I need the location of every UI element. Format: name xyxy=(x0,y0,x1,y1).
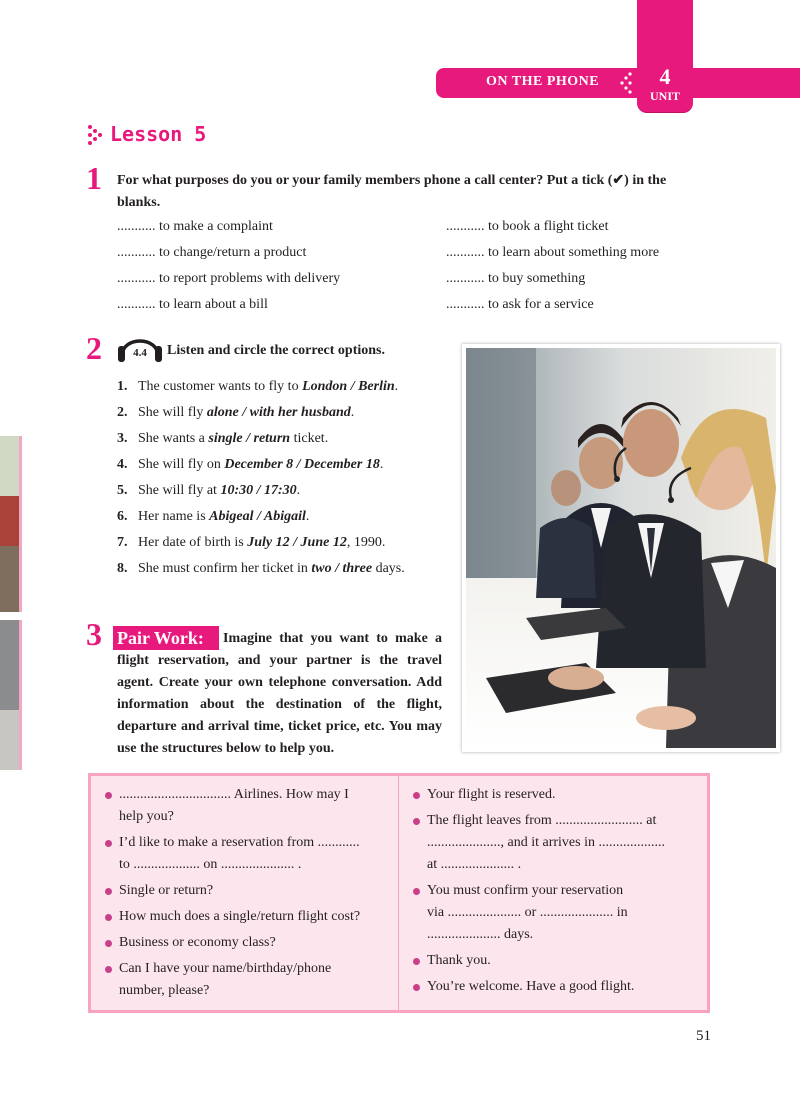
structure-line: You must confirm your reservation xyxy=(427,883,624,898)
edge-photo xyxy=(0,620,22,770)
structure-line: You’re welcome. Have a good flight. xyxy=(427,979,635,994)
exercise-number-1: 1 xyxy=(86,160,102,196)
item-number: 5. xyxy=(117,483,128,498)
box-divider xyxy=(398,776,399,1010)
option-item: ........... to learn about a bill xyxy=(117,297,268,312)
item-number: 4. xyxy=(117,457,128,472)
item-number: 7. xyxy=(117,535,128,550)
question-item xyxy=(117,404,354,422)
item-text: ticket. xyxy=(290,431,329,446)
structure-line: to ................... on ..................... . xyxy=(119,857,302,872)
lesson-title: Lesson 5 xyxy=(110,122,207,146)
question-item xyxy=(117,456,383,474)
circle-options[interactable]: Abigeal / Abigail xyxy=(209,509,306,524)
item-text: days. xyxy=(372,561,405,576)
page-number: 51 xyxy=(696,1028,711,1044)
item-number: 3. xyxy=(117,431,128,446)
option-item: ........... to report problems with delivery xyxy=(117,271,341,286)
bullet-icon xyxy=(413,818,420,825)
circle-options[interactable]: single / return xyxy=(208,431,291,446)
item-text: Her name is xyxy=(138,509,210,524)
option-item: ........... to make a complaint xyxy=(117,219,273,234)
question-item xyxy=(117,482,300,500)
item-text: She must confirm her ticket in xyxy=(138,561,312,576)
option-item: ........... to change/return a product xyxy=(117,245,307,260)
structure-line: Single or return? xyxy=(119,883,214,898)
item-text: . xyxy=(305,509,310,524)
bullet-icon xyxy=(105,840,112,847)
item-text: She will fly at xyxy=(138,483,221,498)
instruction-line: For what purposes do you or your family members phone a call center? Put a tick (✔) in the xyxy=(117,173,667,188)
circle-options[interactable]: two / three xyxy=(311,561,373,576)
option-item: ........... to ask for a service xyxy=(446,297,594,312)
bullet-icon xyxy=(105,792,112,799)
item-number: 2. xyxy=(117,405,128,420)
structure-line: ....................., and it arrives in ................... xyxy=(427,835,665,850)
structure-line: at ..................... . xyxy=(427,857,522,872)
structure-line: Thank you. xyxy=(427,953,491,968)
item-number: 8. xyxy=(117,561,128,576)
track-number: 4.4 xyxy=(133,347,147,359)
item-number: 1. xyxy=(117,379,128,394)
item-text: , 1990. xyxy=(346,535,386,550)
item-text: She will fly xyxy=(138,405,207,420)
structure-line: via ..................... or ..................... in xyxy=(427,905,628,920)
structure-line: ................................ Airlines. How may I xyxy=(119,787,349,802)
circle-options[interactable]: alone / with her husband xyxy=(206,405,351,420)
instruction-line: blanks. xyxy=(117,195,161,210)
circle-options[interactable]: December 8 / December 18 xyxy=(224,457,380,472)
question-item xyxy=(117,560,405,578)
exercise-number-3: 3 xyxy=(86,616,102,652)
option-item: ........... to buy something xyxy=(446,271,586,286)
dots-arrow-icon xyxy=(86,124,106,146)
call-center-photo xyxy=(462,344,780,752)
unit-label: UNIT xyxy=(649,89,680,103)
headphones-icon[interactable] xyxy=(117,328,163,364)
pair-work-label: Pair Work: xyxy=(113,626,219,650)
question-item xyxy=(117,508,309,526)
circle-options[interactable]: July 12 / June 12 xyxy=(247,535,347,550)
item-text: . xyxy=(350,405,355,420)
structure-line: Your flight is reserved. xyxy=(427,787,556,802)
unit-number: 4 xyxy=(659,64,671,89)
item-text: . xyxy=(379,457,384,472)
structure-line: Can I have your name/birthday/phone xyxy=(119,961,332,976)
structure-line: The flight leaves from ......................... at xyxy=(427,813,657,828)
unit-title: ON THE PHONE xyxy=(486,74,600,89)
structure-line: help you? xyxy=(119,809,174,824)
bullet-icon xyxy=(413,888,420,895)
option-item: ........... to book a flight ticket xyxy=(446,219,609,234)
item-text: Her date of birth is xyxy=(138,535,248,550)
exercise-number-2: 2 xyxy=(86,330,102,366)
structure-line: I’d like to make a reservation from ............ xyxy=(119,835,360,850)
item-text: . xyxy=(296,483,301,498)
circle-options[interactable]: London / Berlin xyxy=(302,379,395,394)
exercise-1-instruction xyxy=(117,170,727,214)
dots-arrow-icon xyxy=(618,70,634,96)
structure-line: Business or economy class? xyxy=(119,935,276,950)
question-item xyxy=(117,430,328,448)
structure-line: How much does a single/return flight cost? xyxy=(119,909,361,924)
edge-photo xyxy=(0,436,22,612)
bullet-icon xyxy=(105,940,112,947)
item-text: She wants a xyxy=(138,431,209,446)
unit-tab xyxy=(637,0,693,112)
circle-options[interactable]: 10:30 / 17:30 xyxy=(220,483,297,498)
question-item xyxy=(117,378,398,396)
structure-line: number, please? xyxy=(119,983,210,998)
exercise-3-instruction: Imagine that you want to make a flight reservation, and your partner is the travel agent. Create your own telephone conversation. Add information about the destination of the flight, departure and arrival time, ticket price, etc. You may use the structures below to help you. xyxy=(117,631,442,756)
exercise-2-instruction: Listen and circle the correct options. xyxy=(167,343,386,358)
bullet-icon xyxy=(413,984,420,991)
bullet-icon xyxy=(413,792,420,799)
structure-line: ..................... days. xyxy=(427,927,534,942)
item-text: The customer wants to fly to xyxy=(138,379,303,394)
question-item xyxy=(117,534,385,552)
bullet-icon xyxy=(105,888,112,895)
bullet-icon xyxy=(105,914,112,921)
item-text: She will fly on xyxy=(138,457,225,472)
bullet-icon xyxy=(413,958,420,965)
item-text: . xyxy=(394,379,399,394)
item-number: 6. xyxy=(117,509,128,524)
option-item: ........... to learn about something more xyxy=(446,245,660,260)
bullet-icon xyxy=(105,966,112,973)
